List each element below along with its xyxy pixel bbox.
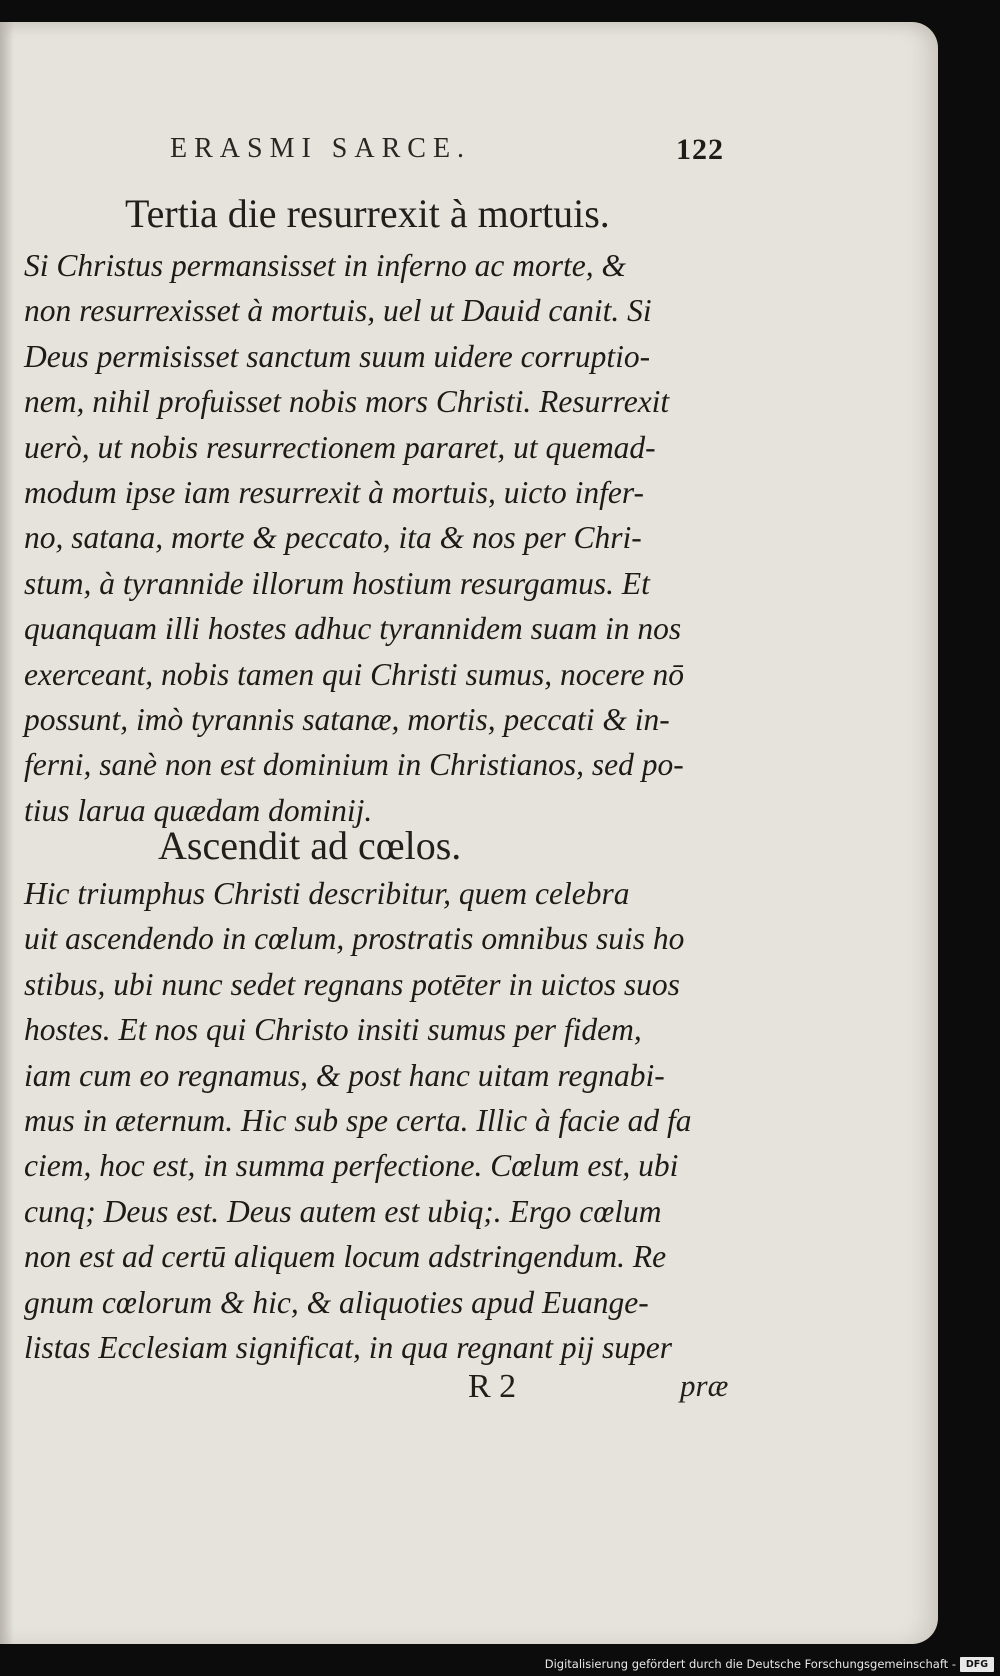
section-body-resurrection (24, 243, 754, 833)
text-line: ciem, hoc est, in summa perfectione. Cœlum est, ubi (24, 1148, 679, 1184)
text-line: exerceant, nobis tamen qui Christi sumus, nocere nō (24, 656, 684, 692)
text-line: tius larua quædam dominij. (24, 792, 373, 828)
text-line: hostes. Et nos qui Christo insiti sumus per fidem, (24, 1012, 642, 1048)
section-body-ascension (24, 871, 754, 1370)
dfg-logo: DFG (960, 1657, 994, 1672)
text-line: gnum cœlorum & hic, & aliquoties apud Euange- (24, 1284, 649, 1320)
text-line: modum ipse iam resurrexit à mortuis, uicto infer- (24, 474, 644, 510)
signature-mark: R 2 (468, 1368, 517, 1405)
text-line: Hic triumphus Christi describitur, quem celebra (24, 876, 630, 911)
page-number: 122 (676, 133, 724, 166)
text-line: no, satana, morte & peccato, ita & nos per Chri- (24, 520, 642, 556)
text-line: stibus, ubi nunc sedet regnans potēter in uictos suos (24, 966, 680, 1002)
section-heading-resurrection: Tertia die resurrexit à mortuis. (125, 191, 610, 236)
text-line: Si Christus permansisset in inferno ac morte, & (24, 248, 627, 283)
text-line: uerò, ut nobis resurrectionem pararet, ut quemad- (24, 429, 656, 465)
text-line: quanquam illi hostes adhuc tyrannidem suam in nos (24, 611, 682, 647)
text-line: uit ascendendo in cœlum, prostratis omnibus suis ho (24, 921, 685, 957)
text-line: iam cum eo regnamus, & post hanc uitam regnabi- (24, 1057, 665, 1093)
text-line: nem, nihil profuisset nobis mors Christi. Resurrexit (24, 384, 670, 420)
text-line: listas Ecclesiam significat, in qua regnant pij super (24, 1329, 673, 1365)
text-line: non est ad certū aliquem locum adstringendum. Re (24, 1239, 667, 1275)
page-gutter-shadow (0, 22, 14, 1644)
text-line: mus in æternum. Hic sub spe certa. Illic à facie ad fa (24, 1102, 692, 1138)
text-line: Deus permisisset sanctum suum uidere corruptio- (24, 338, 651, 374)
running-head: ERASMI SARCE. (170, 133, 472, 164)
text-line: possunt, imò tyrannis satanæ, mortis, peccati & in- (24, 701, 670, 737)
text-line: ferni, sanè non est dominium in Christianos, sed po- (24, 747, 684, 783)
text-line: non resurrexisset à mortuis, uel ut Dauid canit. Si (24, 293, 652, 329)
text-line: stum, à tyrannide illorum hostium resurgamus. Et (24, 565, 650, 601)
catchword: præ (680, 1368, 729, 1403)
text-line: cunq; Deus est. Deus autem est ubiq;. Ergo cœlum (24, 1193, 662, 1229)
section-heading-ascension: Ascendit ad cœlos. (158, 823, 462, 868)
funding-credit: Digitalisierung gefördert durch die Deutsche Forschungsgemeinschaft - (544, 1657, 956, 1671)
footer-bar (0, 1652, 1000, 1676)
